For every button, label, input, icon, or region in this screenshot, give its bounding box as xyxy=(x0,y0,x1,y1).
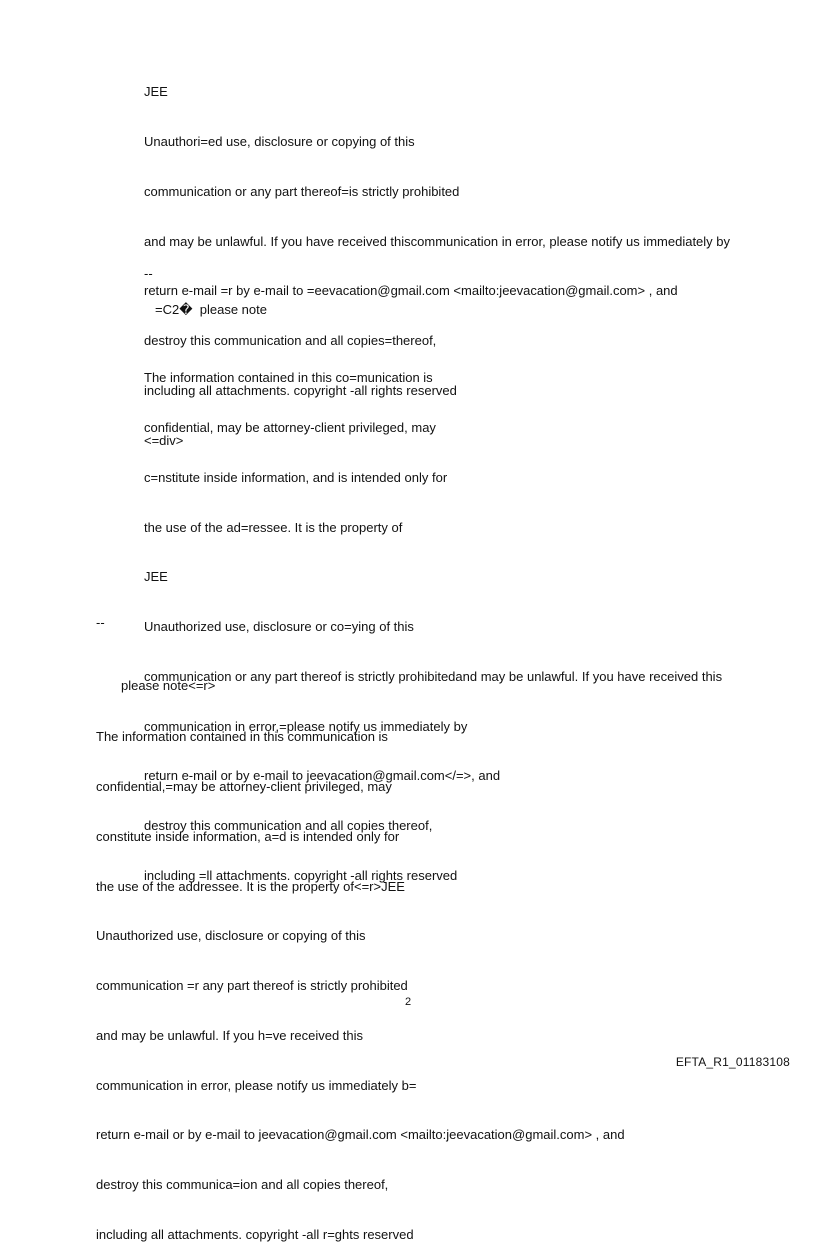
signature-separator: -- xyxy=(144,266,153,281)
text-line: JEE xyxy=(144,84,168,100)
text-line: confidential, may be attorney-client privileged, may xyxy=(144,419,436,435)
text-line: destroy this communica=ion and all copies thereof, xyxy=(96,1177,389,1193)
text-line: Unauthorized use, disclosure or copying of this xyxy=(96,928,366,944)
text-line: The information contained in this communication is xyxy=(96,729,388,745)
text-line: and may be unlawful. If you h=ve received this xyxy=(96,1027,364,1043)
text-line: communication in error, please notify us immediately b= xyxy=(96,1077,417,1093)
document-id-stamp: EFTA_R1_01183108 xyxy=(675,1055,790,1069)
page-number: 2 xyxy=(404,996,412,1008)
text-line: Unauthori=ed use, disclosure or copying of this xyxy=(144,133,415,149)
text-line: the use of the ad=ressee. It is the property of xyxy=(144,519,403,535)
text-line: the use of the addressee. It is the property of<=r>JEE xyxy=(96,878,405,894)
text-line: confidential,=may be attorney-client privileged, may xyxy=(96,778,392,794)
email-body-block-3 xyxy=(96,696,625,1260)
text-line: including all attachments. copyright -all rights reserved xyxy=(144,382,457,398)
text-line: communication or any part thereof is strictly prohibitedand may be unlawful. If you have received this xyxy=(144,668,723,684)
text-line: constitute inside information, a=d is intended only for xyxy=(96,828,400,844)
text-line: Unauthorized use, disclosure or co=ying of this xyxy=(144,619,414,635)
text-line: communication =r any part thereof is strictly prohibited xyxy=(96,978,408,994)
text-line: return e-mail or by e-mail to jeevacation@gmail.com <mailto:jeevacation@gmail.com> , and xyxy=(96,1127,625,1143)
text-line: communication or any part thereof=is strictly prohibited xyxy=(144,183,460,199)
text-line: including =ll attachments. copyright -all rights reserved xyxy=(144,868,458,883)
please-note-heading: =C2� please note xyxy=(155,302,267,317)
text-line: <=div> xyxy=(144,432,184,448)
signature-separator: -- xyxy=(96,615,105,630)
text-line: return e-mail or by e-mail to jeevacation@gmail.com</=>, and xyxy=(144,768,501,784)
text-line: and may be unlawful. If you have received thiscommunication in error, please notify us immediately by xyxy=(144,233,731,249)
text-line: destroy this communication and all copies thereof, xyxy=(144,818,433,834)
text-line: including all attachments. copyright -all r=ghts reserved xyxy=(96,1227,414,1242)
text-line: communication in error,=please notify us immediately by xyxy=(144,718,468,734)
text-line: return e-mail =r by e-mail to =eevacation@gmail.com <mailto:jeevacation@gmail.com> , and xyxy=(144,283,678,299)
please-note-heading: please note<=r> xyxy=(121,678,216,693)
text-line: JEE xyxy=(144,569,168,585)
text-line: destroy this communication and all copies=thereof, xyxy=(144,333,437,349)
text-line: The information contained in this co=munication is xyxy=(144,370,433,386)
text-line: c=nstitute inside information, and is intended only for xyxy=(144,469,448,485)
